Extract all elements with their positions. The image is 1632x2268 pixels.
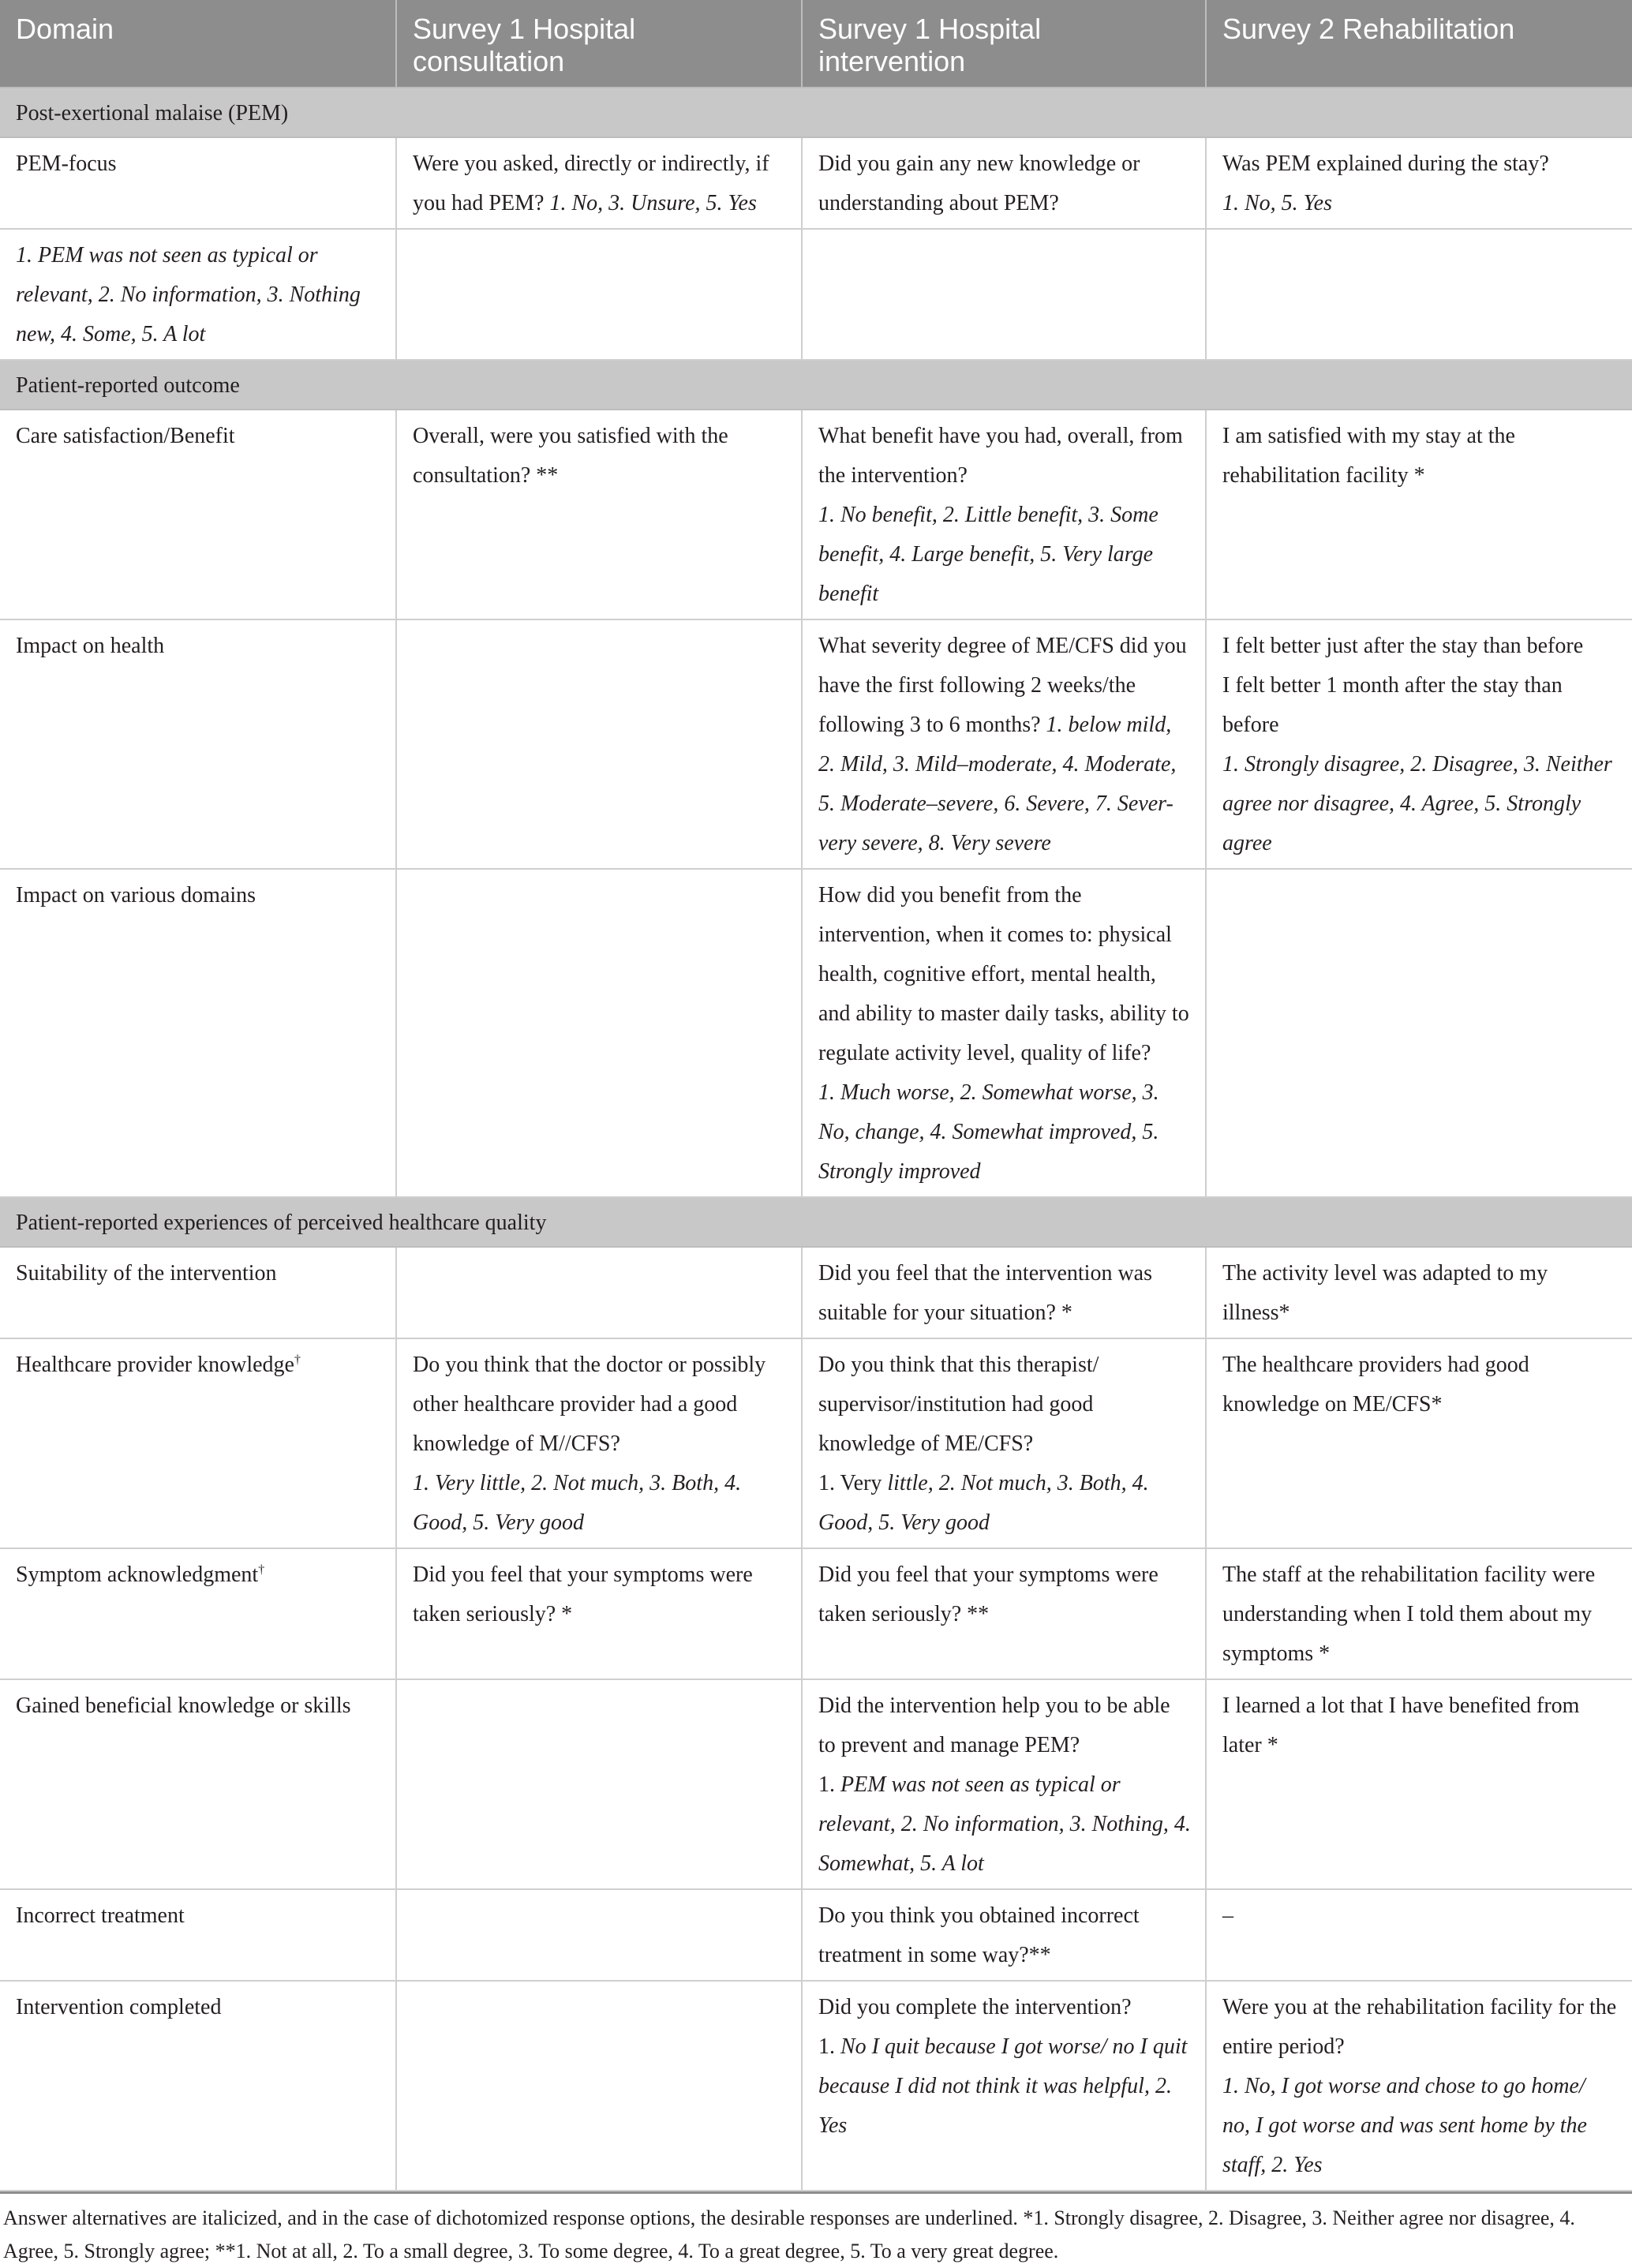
cell-domain: [0, 1338, 396, 1548]
cell-consultation: Overall, were you satisfied with the consultation? **: [396, 410, 802, 619]
answer-options: 1. No, 5. Yes: [1222, 191, 1333, 215]
cell-consultation: [396, 137, 802, 229]
cell-rehabilitation: [1206, 137, 1632, 229]
question-text: Did you complete the intervention?: [818, 1995, 1132, 2019]
table-row: [0, 1981, 1632, 2191]
table-header-row: [0, 0, 1632, 88]
cell-intervention: Did you feel that your symptoms were taken seriously? **: [802, 1548, 1206, 1679]
cell-consultation: [396, 1889, 802, 1981]
section-row: [0, 360, 1632, 410]
table-row: [0, 1338, 1632, 1548]
table-row: [0, 869, 1632, 1197]
cell-intervention: [802, 869, 1206, 1197]
cell-intervention: [802, 410, 1206, 619]
header-survey2-rehabilitation: Survey 2 Rehabilitation: [1206, 0, 1632, 88]
question-text: Were you asked, directly or indirectly, if you had PEM?: [413, 152, 769, 215]
header-survey1-consultation: Survey 1 Hospital consultation: [396, 0, 802, 88]
question-text: How did you benefit from the intervention, when it comes to: physical health, cognitive effort, mental health, and ability to master daily tasks, ability to regulate activity level, quality of life?: [818, 883, 1189, 1065]
question-text: Did the intervention help you to be able to prevent and manage PEM?: [818, 1694, 1170, 1757]
cell-consultation: [396, 1338, 802, 1548]
question-text: What benefit have you had, overall, from the intervention?: [818, 424, 1183, 488]
cell-intervention: [802, 1981, 1206, 2191]
cell-domain: PEM-focus: [0, 137, 396, 229]
section-row: [0, 1197, 1632, 1247]
answer-prefix: 1. Very: [818, 1471, 888, 1495]
table-row: [0, 1889, 1632, 1981]
cell-consultation: [396, 1679, 802, 1889]
table-row: [0, 410, 1632, 619]
cell-consultation: [396, 1981, 802, 2191]
section-healthcare-quality: Patient-reported experiences of perceived healthcare quality: [0, 1197, 1632, 1247]
table-row: [0, 137, 1632, 229]
answer-prefix: 1.: [818, 2034, 840, 2059]
cell-rehabilitation: The healthcare providers had good knowledge on ME/CFS*: [1206, 1338, 1632, 1548]
footnote-mark: †: [258, 1563, 265, 1577]
cell-rehabilitation: [1206, 229, 1632, 360]
question-text: I felt better just after the stay than before: [1222, 634, 1584, 658]
table-row: [0, 229, 1632, 360]
answer-options: 1. No, I got worse and chose to go home/ no, I got worse and was sent home by the staff, 2. Yes: [1222, 2074, 1587, 2177]
answer-options: 1. Very little, 2. Not much, 3. Both, 4. Good, 5. Very good: [413, 1471, 742, 1535]
cell-intervention: [802, 1338, 1206, 1548]
cell-rehabilitation: I am satisfied with my stay at the rehabilitation facility *: [1206, 410, 1632, 619]
answer-options: 1. Strongly disagree, 2. Disagree, 3. Neither agree nor disagree, 4. Agree, 5. Strongly agree: [1222, 752, 1612, 855]
cell-rehabilitation: I learned a lot that I have benefited from later *: [1206, 1679, 1632, 1889]
cell-consultation: Did you feel that your symptoms were taken seriously? *: [396, 1548, 802, 1679]
cell-domain: Suitability of the intervention: [0, 1247, 396, 1338]
answer-text: PEM was not seen as typical or relevant, 2. No information, 3. Nothing, 4. Somewhat, 5. A lot: [818, 1772, 1191, 1876]
cell-intervention: [802, 619, 1206, 869]
cell-rehabilitation: [1206, 1981, 1632, 2191]
cell-rehabilitation: The activity level was adapted to my illness*: [1206, 1247, 1632, 1338]
question-text: Was PEM explained during the stay?: [1222, 152, 1549, 176]
header-survey1-intervention: Survey 1 Hospital intervention: [802, 0, 1206, 88]
question-text: I felt better 1 month after the stay than before: [1222, 673, 1563, 737]
table-row: [0, 1247, 1632, 1338]
section-pem: Post-exertional malaise (PEM): [0, 88, 1632, 137]
answer-options: 1. Much worse, 2. Somewhat worse, 3. No, change, 4. Somewhat improved, 5. Strongly improved: [818, 1080, 1159, 1184]
question-text: Do you think that the doctor or possibly other healthcare provider had a good knowledge of M//CFS?: [413, 1353, 766, 1456]
table-row: [0, 1548, 1632, 1679]
question-text: Were you at the rehabilitation facility for the entire period?: [1222, 1995, 1617, 2059]
answer-options: [818, 1765, 1191, 1884]
cell-domain: Impact on health: [0, 619, 396, 869]
cell-domain: Care satisfaction/Benefit: [0, 410, 396, 619]
answer-options: [818, 1464, 1191, 1543]
cell-domain: Impact on various domains: [0, 869, 396, 1197]
cell-domain: Incorrect treatment: [0, 1889, 396, 1981]
cell-intervention: Did you feel that the intervention was suitable for your situation? *: [802, 1247, 1206, 1338]
cell-rehabilitation: –: [1206, 1889, 1632, 1981]
cell-domain: [0, 1548, 396, 1679]
cell-consultation: [396, 619, 802, 869]
section-patient-reported-outcome: Patient-reported outcome: [0, 360, 1632, 410]
cell-intervention: [802, 229, 1206, 360]
answer-options: 1. below mild, 2. Mild, 3. Mild–moderate, 4. Moderate, 5. Moderate–severe, 6. Severe, 7. Sever-very severe, 8. Very severe: [818, 713, 1177, 855]
table-row: [0, 619, 1632, 869]
answer-options: 1. No benefit, 2. Little benefit, 3. Some benefit, 4. Large benefit, 5. Very large benefit: [818, 503, 1158, 606]
cell-intervention: Do you think you obtained incorrect treatment in some way?**: [802, 1889, 1206, 1981]
cell-domain: Gained beneficial knowledge or skills: [0, 1679, 396, 1889]
footnote-mark: †: [294, 1353, 301, 1367]
cell-rehabilitation: The staff at the rehabilitation facility were understanding when I told them about my symptoms *: [1206, 1548, 1632, 1679]
cell-consultation: [396, 869, 802, 1197]
question-text: What severity degree of ME/CFS did you have the first following 2 weeks/the following 3 to 6 months?: [818, 634, 1187, 737]
cell-intervention: [802, 1679, 1206, 1889]
header-domain: Domain: [0, 0, 396, 88]
table-footnote: Answer alternatives are italicized, and in the case of dichotomized response options, the desirable responses are underlined. *1. Strongly disagree, 2. Disagree, 3. Neither agree nor disagree, 4. Agree, 5. Strongly agree; **1. Not at all, 2. To a small degree, 3. To some degree, 4. To a great degree, 5. To a very great degree.: [0, 2191, 1632, 2268]
cell-rehabilitation: [1206, 869, 1632, 1197]
answer-options: [818, 2027, 1191, 2146]
answer-options: 1. No, 3. Unsure, 5. Yes: [549, 191, 757, 215]
table-row: [0, 1679, 1632, 1889]
answer-text: little, 2. Not much, 3. Both, 4. Good, 5. Very good: [818, 1471, 1149, 1535]
domain-label: Healthcare provider knowledge: [16, 1353, 294, 1377]
question-text: Do you think that this therapist/ supervisor/institution had good knowledge of ME/CFS?: [818, 1353, 1099, 1456]
cell-rehabilitation: [1206, 619, 1632, 869]
answer-text: No I quit because I got worse/ no I quit because I did not think it was helpful, 2. Yes: [818, 2034, 1188, 2138]
domain-label: Symptom acknowledgment: [16, 1563, 259, 1587]
cell-intervention: Did you gain any new knowledge or understanding about PEM?: [802, 137, 1206, 229]
section-row: [0, 88, 1632, 137]
cell-domain: Intervention completed: [0, 1981, 396, 2191]
answer-prefix: 1.: [818, 1772, 840, 1797]
cell-consultation: [396, 229, 802, 360]
cell-consultation: [396, 1247, 802, 1338]
cell-domain-answers: 1. PEM was not seen as typical or relevant, 2. No information, 3. Nothing new, 4. Some, 5. A lot: [0, 229, 396, 360]
